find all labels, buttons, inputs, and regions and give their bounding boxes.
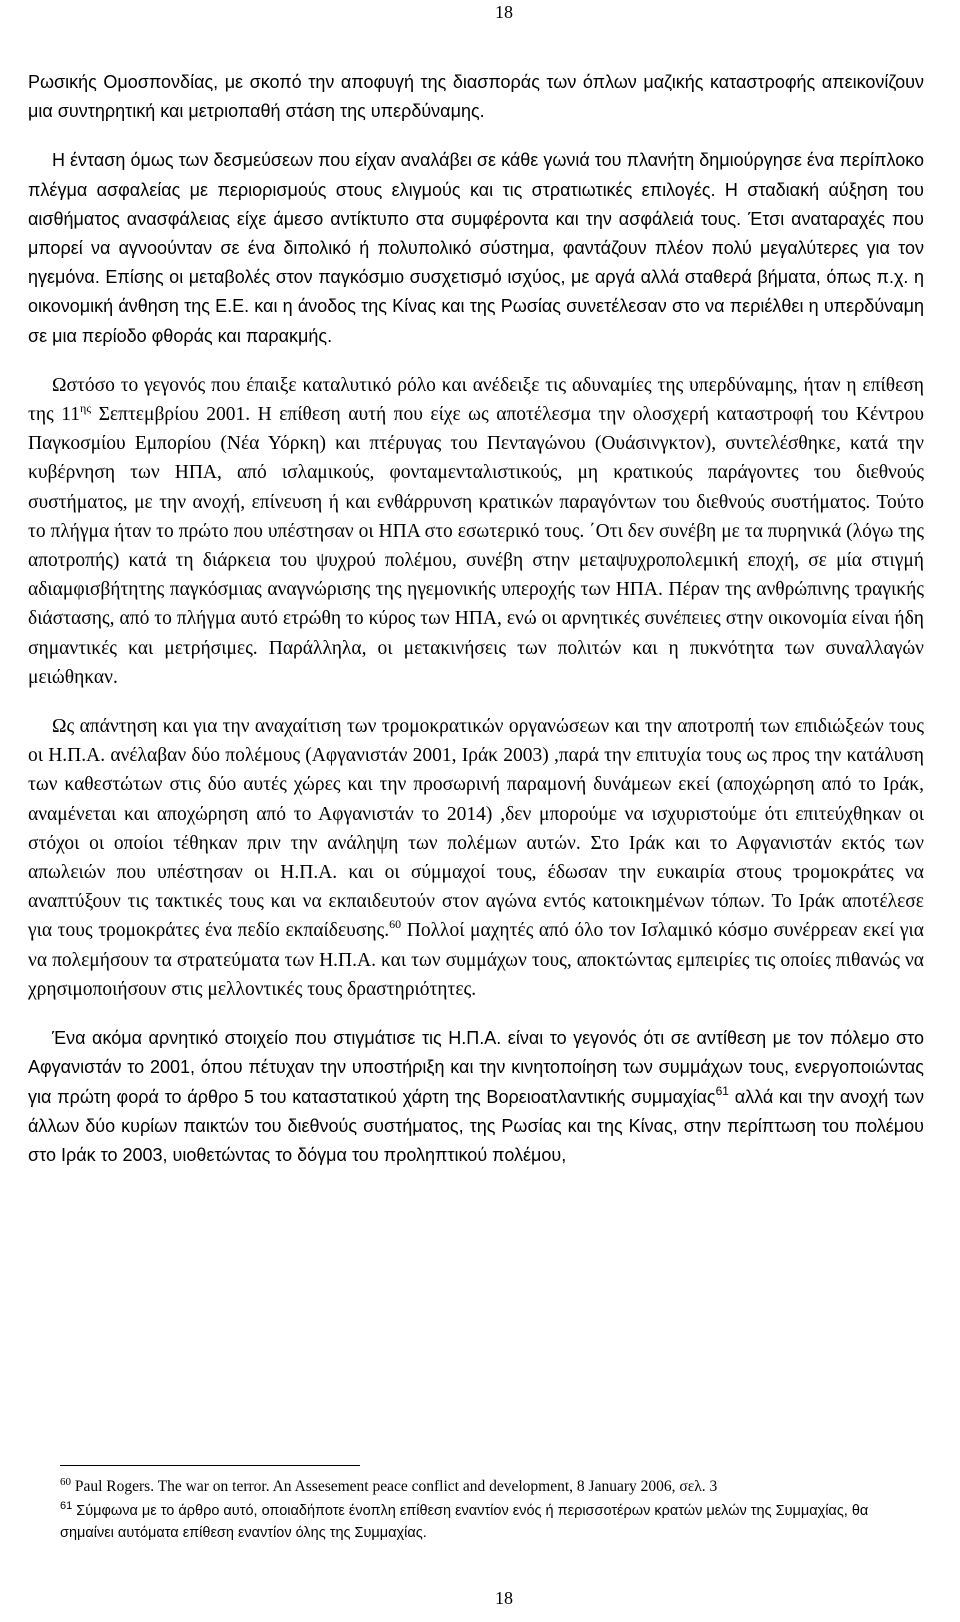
footnotes — [60, 1465, 920, 1546]
ordinal-superscript: ης — [80, 401, 92, 416]
paragraph-5: Ένα ακόμα αρνητικό στοιχείο που στιγμάτισε τις Η.Π.Α. είναι το γεγονός ότι σε αντίθεση με τον πόλεμο στο Αφγανιστάν το 2001, όπου πέτυχαν την υποστήριξη και την κινητοποίηση των συμμάχων τους, ενεργοποιώντας για πρώτη φορά το άρθρο 5 του καταστατικού χάρτη της Βορειοατλαντικής συμμαχίας$^{61}$ αλλά και την ανοχή των άλλων δύο κυρίων παικτών του διεθνούς συστήματος, της Ρωσίας και της Κίνας, στην περίπτωση του πολέμου στο Ιράκ το 2003, υιοθετώντας το δόγμα του προληπτικού πολέμου, — [28, 1028, 924, 1165]
footnote-separator — [60, 1465, 360, 1466]
footnote-number: 60 — [60, 1476, 71, 1488]
paragraph-4: Ως απάντηση και για την αναχαίτιση των τρομοκρατικών οργανώσεων και την αποτροπή των επιδιώξεών τους οι Η.Π.Α. ανέλαβαν δύο πολέμους (Αφγανιστάν 2001, Ιράκ 2003) ,παρά την επιτυχία τους ως προς την κατάλυση των καθεστώτων στις δύο αυτές χώρες και την προσωρινή παραμονή δυνάμεων εκεί (αποχώρηση από το Ιράκ, αναμένεται και αποχώρηση από το Αφγανιστάν το 2014) ,δεν μπορούμε να ισχυριστούμε ότι επιτεύχθηκαν οι στόχοι οι οποίοι τέθηκαν πριν την ανάληψη των πολέμων αυτών. Στο Ιράκ και το Αφγανιστάν εκτός των απωλειών που υπέστησαν οι Η.Π.Α. και οι σύμμαχοί τους, έδωσαν την ευκαιρία στους τρομοκράτες να αναπτύξουν τις τακτικές τους και να εκπαιδευτούν στον αγώνα εντός κατοικημένων τόπων. Το Ιράκ αποτέλεσε για τους τρομοκράτες ένα πεδίο εκπαίδευσης.$^{60}$ Πολλοί μαχητές από όλο τον Ισλαμικό κόσμο συνέρρεαν εκεί για να πολεμήσουν τα στρατεύματα των Η.Π.Α. και των συμμάχων τους, αποκτώντας εμπειρίες τις οποίες πιθανώς να χρησιμοποιήσουν στις μελλοντικές τους δραστηριότητες. — [28, 716, 924, 1000]
footnote-61: $^{61}$ Σύμφωνα με το άρθρο αυτό, οποιαδήποτε ένοπλη επίθεση εναντίον ενός ή περισσοτέρων κρατών μελών της Συμμαχίας, θα σημαίνει αυτόματα επίθεση εναντίον όλης της Συμμαχίας. — [60, 1500, 869, 1541]
page-number-bottom: 18 — [495, 1588, 513, 1608]
paragraph-3: Ωστόσο το γεγονός που έπαιξε καταλυτικό ρόλο και ανέδειξε τις αδυναμίες της υπερδύναμης, ήταν η επίθεση της $11^{\eta\varsigma}$ Σεπτεμβρίου 2001. Η επίθεση αυτή που είχε ως αποτέλεσμα την ολοσχερή καταστροφή του Κέντρου Παγκοσμίου Εμπορίου (Νέα Υόρκη) και πτέρυγας του Πενταγώνου (Ουάσινγκτον), συντελέσθηκε, κατά την κυβέρνηση των ΗΠΑ, από ισλαμικούς, φονταμενταλιστικούς, μη κρατικούς παράγοντες του διεθνούς συστήματος, με την ανοχή, επίνευση ή και ενθάρρυνση κρατικών παραγόντων του διεθνούς συστήματος. Τούτο το πλήγμα ήταν το πρώτο που υπέστησαν οι ΗΠΑ στο εσωτερικό τους. ΄Οτι δεν συνέβη με τα πυρηνικά (λόγω της αποτροπής) κατά τη διάρκεια του ψυχρού πολέμου, συνέβη στην μεταψυχροπολεμική εποχή, σε μία στιγμή αδιαμφισβήτητης παγκόσμιας αναγνώρισης της ηγεμονικής υπεροχής των ΗΠΑ. Πέραν της ανθρώπινης τραγικής διάστασης, από το πλήγμα αυτό ετρώθη το κύρος των ΗΠΑ, ενώ οι αρνητικές συνέπειες στην οικονομία είναι ήδη σημαντικές και μετρήσιμες. Παράλληλα, οι μετακινήσεις των πολιτών και η πυκνότητα των συναλλαγών μειώθηκαν. — [28, 374, 924, 688]
paragraph-1: Ρωσικής Ομοσπονδίας, με σκοπό την αποφυγή της διασποράς των όπλων μαζικής καταστροφής απεικονίζουν μια συντηρητική και μετριοπαθή στάση της υπερδύναμης. — [28, 72, 924, 122]
footnote-ref-61[interactable]: 61 — [715, 1083, 729, 1098]
footnote-ref-60[interactable]: 60 — [389, 917, 402, 932]
footnote-60: $^{60}$ Paul Rogers. The war on terror. An Assesement peace conflict and development, 8 January 2006, σελ. 3 — [60, 1476, 718, 1495]
page-number-top: 18 — [495, 2, 513, 22]
footnote-number: 61 — [60, 1500, 73, 1512]
body-text — [28, 68, 924, 1170]
paragraph-2: Η ένταση όμως των δεσμεύσεων που είχαν αναλάβει σε κάθε γωνιά του πλανήτη δημιούργησε ένα περίπλοκο πλέγμα ασφαλείας με περιορισμούς στους ελιγμούς και τις στρατιωτικές επιλογές. Η σταδιακή αύξηση του αισθήματος ανασφάλειας είχε άμεσο αντίκτυπο στα συμφέροντα και την ασφάλειά τους. Έτσι αναταραχές που μπορεί να αγνοούνταν σε ένα διπολικό ή πολυπολικό σύστημα, φαντάζουν πλέον πολύ μεγαλύτερες για τον ηγεμόνα. Επίσης οι μεταβολές στον παγκόσμιο συσχετισμό ισχύος, με αργά αλλά σταθερά βήματα, όπως π.χ. η οικονομική άνθηση της Ε.Ε. και η άνοδος της Κίνας και της Ρωσίας συνετέλεσαν στο να περιέλθει η υπερδύναμη σε μια περίοδο φθοράς και παρακμής. — [28, 150, 924, 346]
